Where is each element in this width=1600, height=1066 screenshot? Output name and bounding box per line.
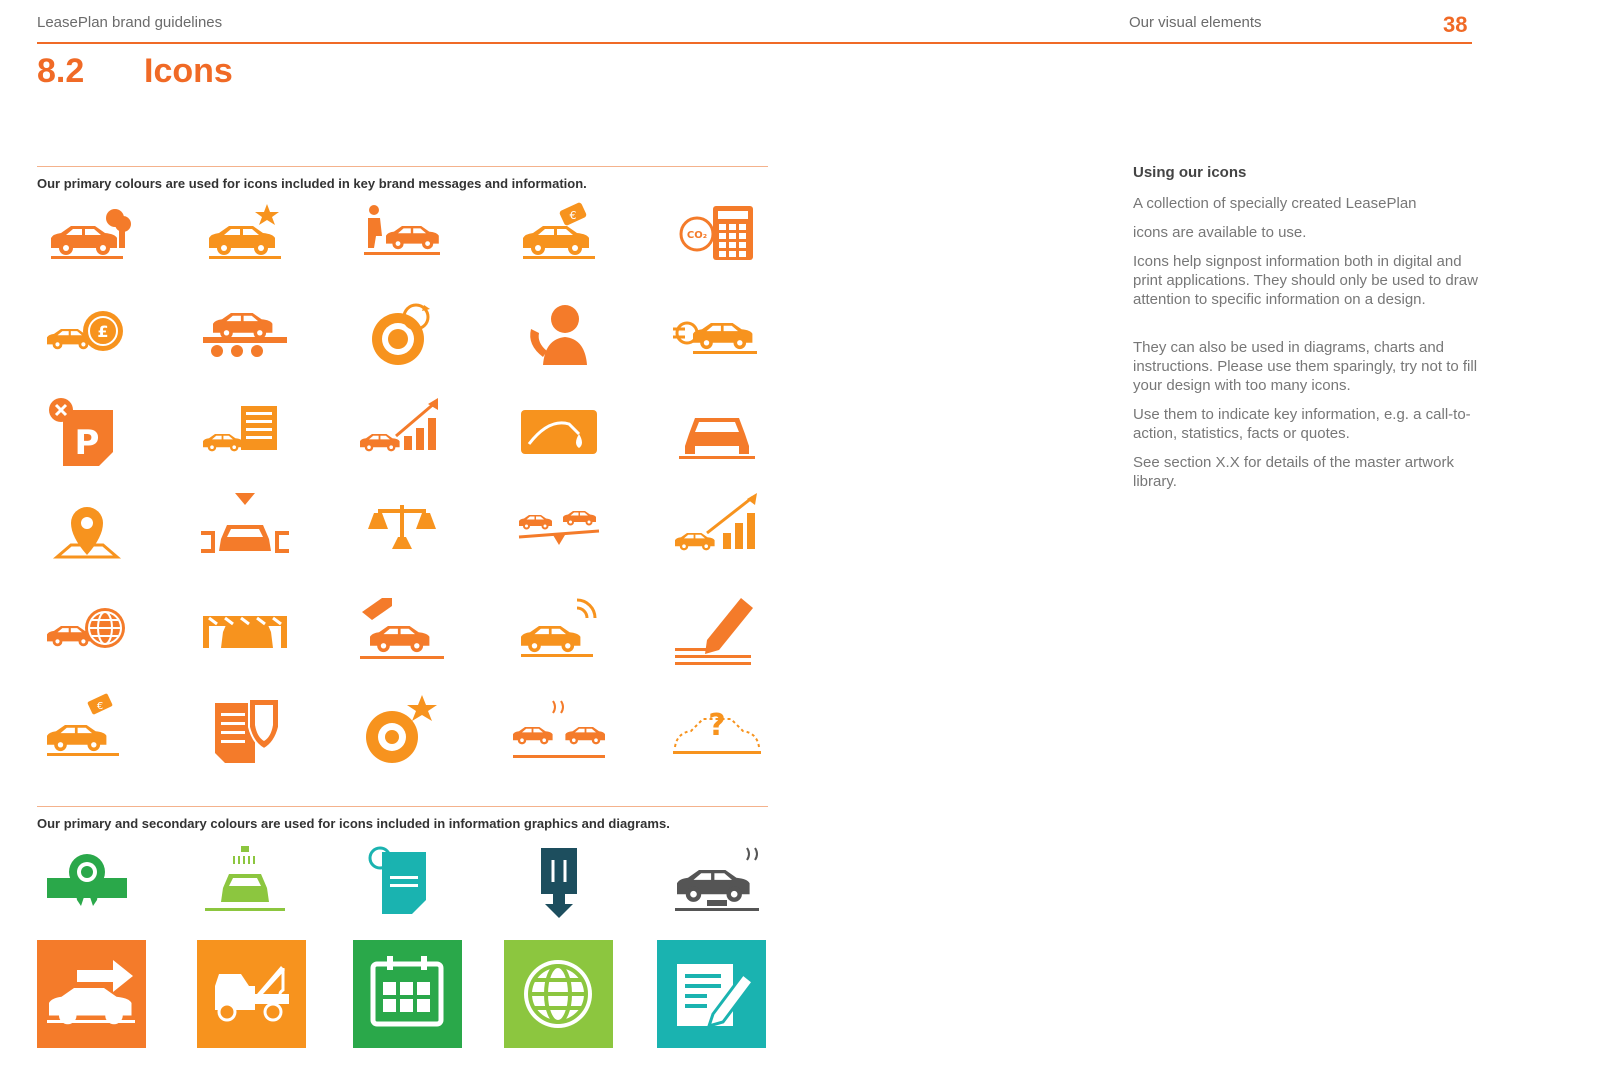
phone-support-person-icon (509, 295, 609, 375)
car-growth-chart-icon (352, 394, 452, 474)
page-title: Icons (144, 52, 233, 90)
co2-calculator-icon (667, 196, 767, 276)
unknown-car-icon (667, 691, 767, 771)
fuel-card-icon (509, 394, 609, 474)
car-lift-icon (352, 592, 452, 672)
globe-icon (504, 940, 613, 1048)
calendar-icon (353, 940, 462, 1048)
sidebar-heading: Using our icons (1133, 164, 1247, 181)
electric-car-plug-icon (667, 295, 767, 375)
primary-rule (37, 166, 768, 167)
tyre-refresh-icon (352, 295, 452, 375)
car-front-damage-icon (667, 394, 767, 474)
car-globe-icon (37, 592, 137, 672)
scales-balance-icon (352, 493, 452, 573)
document-refresh-icon (352, 842, 452, 922)
car-collision-icon (509, 691, 609, 771)
car-service-lift-icon (667, 842, 767, 922)
sidebar-paragraph: icons are available to use. (1133, 224, 1307, 241)
location-pin-map-icon (37, 493, 137, 573)
award-ribbon-icon (37, 842, 137, 922)
page-number: 38 (1443, 12, 1468, 37)
sidebar-paragraph: A collection of specially created LeasePlan (1133, 195, 1417, 212)
sidebar-paragraph: See section X.X for details of the master artwork library. (1133, 454, 1454, 490)
car-star-icon (195, 196, 295, 276)
car-price-tag-euro-icon (509, 196, 609, 276)
svg-text:?: ? (708, 708, 726, 743)
no-parking-icon (37, 394, 137, 474)
secondary-rule (37, 806, 768, 807)
file-download-icon (509, 842, 609, 922)
svg-text:P: P (74, 423, 100, 463)
header-doc-title: LeasePlan brand guidelines (37, 14, 223, 31)
car-comparison-seesaw-icon (509, 493, 609, 573)
sidebar-paragraph: Icons help signpost information both in digital and print applications. They should only be used to draw attention to specific information on a design. (1133, 253, 1478, 308)
car-delivery-point-icon (195, 493, 295, 573)
sidebar-paragraph: Use them to indicate key information, e.g. a call-to-action, statistics, facts or quotes. (1133, 406, 1471, 442)
sidebar-paragraph: They can also be used in diagrams, charts and instructions. Please use them sparingly, try not to fill your design with too many icons. (1133, 339, 1478, 394)
connected-car-icon (509, 592, 609, 672)
car-growth-arrow-icon (667, 493, 767, 573)
svg-text:€: € (569, 209, 577, 222)
document-edit-icon (657, 940, 766, 1048)
car-transporter-icon (195, 295, 295, 375)
header-section-name: Our visual elements (1129, 14, 1262, 31)
document-shield-icon (195, 691, 295, 771)
header-rule (37, 42, 1472, 44)
car-documents-icon (195, 394, 295, 474)
svg-text:£: £ (97, 322, 109, 341)
tow-truck-icon (197, 940, 306, 1048)
car-pound-coin-icon (37, 295, 137, 375)
car-transfer-icon (37, 940, 146, 1048)
section-number: 8.2 (37, 52, 85, 90)
car-euro-tag-icon (37, 691, 137, 771)
car-smoke-cloud-icon (37, 196, 137, 276)
pen-signature-icon (667, 592, 767, 672)
primary-caption: Our primary colours are used for icons included in key brand messages and information. (37, 176, 587, 191)
secondary-caption: Our primary and secondary colours are used for icons included in information graphics and diagrams. (37, 816, 670, 831)
tyre-star-icon (352, 691, 452, 771)
car-wash-icon (195, 842, 295, 922)
driver-running-car-icon (352, 196, 452, 276)
car-roadblock-icon (195, 592, 295, 672)
svg-text:€: € (96, 701, 104, 712)
svg-text:CO₂: CO₂ (686, 230, 708, 241)
